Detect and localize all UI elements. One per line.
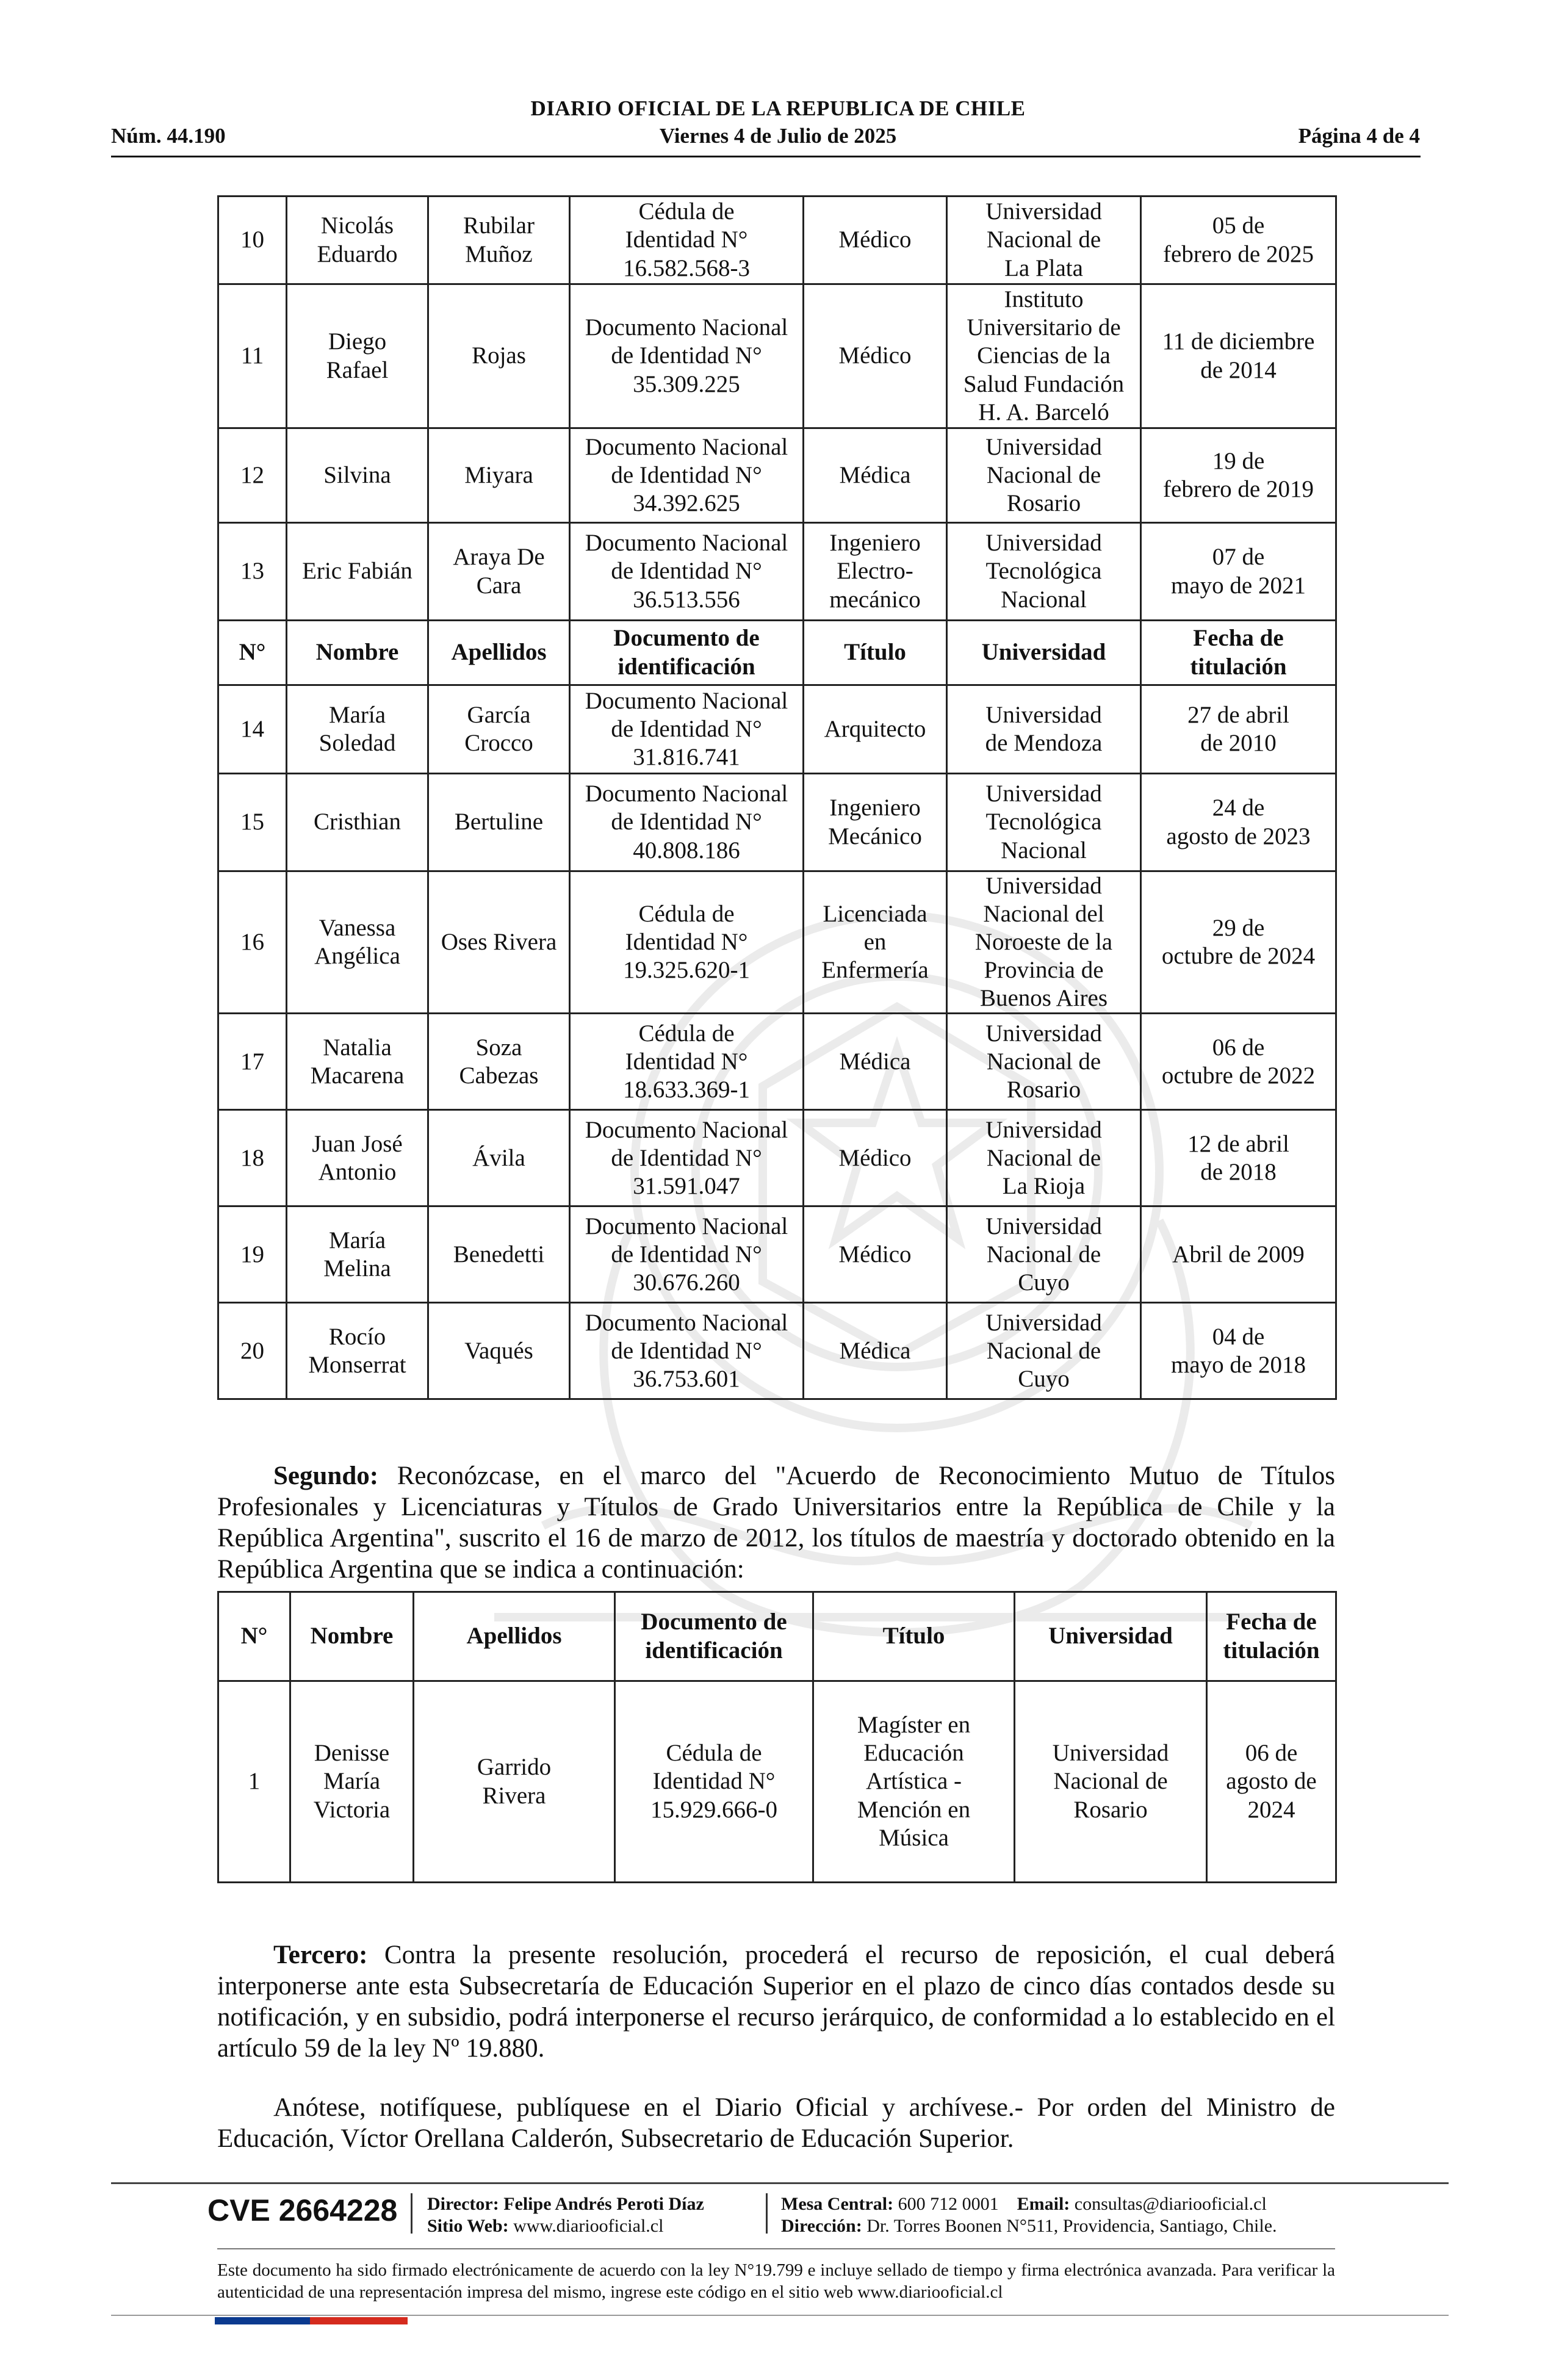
flag-stripe-blue — [215, 2317, 310, 2324]
degree-title-cell: Arquitecto — [804, 685, 947, 774]
university-cell: Instituto Universitario de Ciencias de la Salud Fundación H. A. Barceló — [947, 284, 1141, 428]
row-number: 1 — [218, 1681, 290, 1883]
id-document-cell: Cédula de Identidad N° 16.582.568-3 — [570, 197, 804, 284]
university-cell: Universidad Nacional de Cuyo — [947, 1206, 1141, 1303]
degree-title-cell: Médica — [804, 1014, 947, 1110]
id-document-cell: Documento Nacional de Identidad N° 40.808.186 — [570, 774, 804, 871]
id-document-cell: Documento Nacional de Identidad N° 34.392.625 — [570, 428, 804, 523]
table-row — [218, 428, 1336, 523]
email-link[interactable]: consultas@diariooficial.cl — [1074, 2194, 1267, 2214]
first-name-cell: Denisse María Victoria — [290, 1681, 414, 1883]
website-link[interactable]: www.diariooficial.cl — [513, 2216, 664, 2236]
degree-title-cell: Ingeniero Mecánico — [804, 774, 947, 871]
table-row — [218, 197, 1336, 284]
page-indicator: Página 4 de 4 — [1298, 124, 1420, 148]
footer-divider — [111, 2315, 1449, 2316]
column-header: Título — [804, 621, 947, 685]
table-row — [218, 1014, 1336, 1110]
first-name-cell: Eric Fabián — [287, 523, 428, 621]
column-header: Fecha de titulación — [1207, 1592, 1336, 1681]
university-cell: Universidad Nacional de La Rioja — [947, 1110, 1141, 1206]
graduation-date-cell: 04 de mayo de 2018 — [1141, 1303, 1336, 1399]
university-cell: Universidad Nacional de Rosario — [1015, 1681, 1207, 1883]
graduation-date-cell: 06 de agosto de 2024 — [1207, 1681, 1336, 1883]
university-cell: Universidad Nacional de Rosario — [947, 1014, 1141, 1110]
table-header-row — [218, 621, 1336, 685]
degree-title-cell: Ingeniero Electro- mecánico — [804, 523, 947, 621]
graduation-date-cell: Abril de 2009 — [1141, 1206, 1336, 1303]
phone-number: 600 712 0001 — [898, 2194, 999, 2214]
table-row — [218, 1206, 1336, 1303]
degree-title-cell: Magíster en Educación Artística - Mención en Música — [813, 1681, 1015, 1883]
last-name-cell: Ávila — [428, 1110, 570, 1206]
row-number: 11 — [218, 284, 287, 428]
table-row — [218, 1110, 1336, 1206]
last-name-cell: Benedetti — [428, 1206, 570, 1303]
last-name-cell: Miyara — [428, 428, 570, 523]
first-name-cell: Cristhian — [287, 774, 428, 871]
last-name-cell: Rojas — [428, 284, 570, 428]
issue-number: Núm. 44.190 — [111, 124, 226, 148]
first-name-cell: Juan José Antonio — [287, 1110, 428, 1206]
row-number: 12 — [218, 428, 287, 523]
contact-line: Mesa Central: 600 712 0001 Email: consultas@diariooficial.cl — [781, 2194, 1267, 2214]
id-document-cell: Cédula de Identidad N° 19.325.620-1 — [570, 871, 804, 1014]
first-name-cell: Nicolás Eduardo — [287, 197, 428, 284]
graduation-date-cell: 19 de febrero de 2019 — [1141, 428, 1336, 523]
closing-paragraph: Anótese, notifíquese, publíquese en el Diario Oficial y archívese.- Por orden del Ministro de Educación, Víctor Orellana Calderón, Subsecretario de Educación Superior. — [217, 2093, 1335, 2153]
last-name-cell: Rubilar Muñoz — [428, 197, 570, 284]
row-number: 17 — [218, 1014, 287, 1110]
university-cell: Universidad Tecnológica Nacional — [947, 774, 1141, 871]
first-name-cell: María Melina — [287, 1206, 428, 1303]
table-row — [218, 871, 1336, 1014]
first-name-cell: Diego Rafael — [287, 284, 428, 428]
table-row — [218, 1681, 1336, 1883]
degree-title-cell: Médico — [804, 197, 947, 284]
degree-title-cell: Médico — [804, 1206, 947, 1303]
row-number: 20 — [218, 1303, 287, 1399]
last-name-cell: Soza Cabezas — [428, 1014, 570, 1110]
column-header: Universidad — [1015, 1592, 1207, 1681]
id-document-cell: Documento Nacional de Identidad N° 31.816.741 — [570, 685, 804, 774]
first-name-cell: Silvina — [287, 428, 428, 523]
id-document-cell: Documento Nacional de Identidad N° 36.753.601 — [570, 1303, 804, 1399]
website-line: Sitio Web: www.diariooficial.cl — [427, 2216, 664, 2236]
segundo-paragraph — [217, 1460, 1335, 1585]
table-row — [218, 685, 1336, 774]
column-header: Nombre — [290, 1592, 414, 1681]
tercero-text: Contra la presente resolución, procederá el recurso de reposición, el cual deberá interponerse ante esta Subsecretaría de Educación Superior en el plazo de cinco días contados desde su notificación, y en subsidio, podrá interponerse el recurso jerárquico, de conformidad a lo establecido en el artículo 59 de la ley Nº 19.880. — [217, 1941, 1335, 2063]
first-name-cell: María Soledad — [287, 685, 428, 774]
graduation-date-cell: 06 de octubre de 2022 — [1141, 1014, 1336, 1110]
footer-divider — [217, 2248, 1335, 2249]
graduates-table — [217, 195, 1337, 1400]
id-document-cell: Documento Nacional de Identidad N° 30.676.260 — [570, 1206, 804, 1303]
segundo-label: Segundo: — [273, 1462, 379, 1490]
column-header: Universidad — [947, 621, 1141, 685]
row-number: 15 — [218, 774, 287, 871]
university-cell: Universidad Nacional del Noroeste de la Provincia de Buenos Aires — [947, 871, 1141, 1014]
footer-separator — [766, 2193, 768, 2234]
column-header: Nombre — [287, 621, 428, 685]
graduation-date-cell: 07 de mayo de 2021 — [1141, 523, 1336, 621]
degree-title-cell: Médico — [804, 1110, 947, 1206]
row-number: 13 — [218, 523, 287, 621]
legal-notice: Este documento ha sido firmado electrónicamente de acuerdo con la ley N°19.799 e incluye sellado de tiempo y firma electrónica avanzada. Para verificar la autenticidad de una representación impresa del mismo, ingrese este código en el sitio web www.diariooficial.cl — [217, 2260, 1335, 2302]
table-header-row — [218, 1592, 1336, 1681]
id-document-cell: Documento Nacional de Identidad N° 35.309.225 — [570, 284, 804, 428]
row-number: 14 — [218, 685, 287, 774]
id-document-cell: Documento Nacional de Identidad N° 36.513.556 — [570, 523, 804, 621]
university-cell: Universidad Nacional de Cuyo — [947, 1303, 1141, 1399]
segundo-text: Reconózcase, en el marco del "Acuerdo de Reconocimiento Mutuo de Títulos Profesionales y Licenciaturas y Títulos de Grado Universitarios entre la República de Chile y la República Argentina", suscrito el 16 de marzo de 2012, los títulos de maestría y doctorado obtenido en la República Argentina que se indica a continuación: — [217, 1462, 1335, 1584]
issue-date: Viernes 4 de Julio de 2025 — [659, 124, 897, 148]
graduation-date-cell: 27 de abril de 2010 — [1141, 685, 1336, 774]
column-header: N° — [218, 621, 287, 685]
header-divider — [111, 156, 1421, 157]
footer-separator — [411, 2193, 412, 2234]
last-name-cell: García Crocco — [428, 685, 570, 774]
university-cell: Universidad Nacional de Rosario — [947, 428, 1141, 523]
address-line: Dirección: Dr. Torres Boonen N°511, Providencia, Santiago, Chile. — [781, 2216, 1277, 2236]
table-row — [218, 774, 1336, 871]
last-name-cell: Garrido Rivera — [414, 1681, 615, 1883]
row-number: 10 — [218, 197, 287, 284]
last-name-cell: Araya De Cara — [428, 523, 570, 621]
tercero-label: Tercero: — [273, 1941, 368, 1969]
postgraduate-table — [217, 1591, 1337, 1883]
table-row — [218, 284, 1336, 428]
last-name-cell: Oses Rivera — [428, 871, 570, 1014]
first-name-cell: Natalia Macarena — [287, 1014, 428, 1110]
graduation-date-cell: 05 de febrero de 2025 — [1141, 197, 1336, 284]
column-header: Documento de identificación — [570, 621, 804, 685]
last-name-cell: Bertuline — [428, 774, 570, 871]
graduation-date-cell: 12 de abril de 2018 — [1141, 1110, 1336, 1206]
column-header: Apellidos — [414, 1592, 615, 1681]
graduation-date-cell: 24 de agosto de 2023 — [1141, 774, 1336, 871]
column-header: Documento de identificación — [615, 1592, 813, 1681]
director-name: Felipe Andrés Peroti Díaz — [503, 2194, 704, 2214]
footer-divider — [111, 2182, 1449, 2184]
graduation-date-cell: 11 de diciembre de 2014 — [1141, 284, 1336, 428]
university-cell: Universidad Nacional de La Plata — [947, 197, 1141, 284]
id-document-cell: Documento Nacional de Identidad N° 31.591.047 — [570, 1110, 804, 1206]
table-row — [218, 523, 1336, 621]
column-header: Título — [813, 1592, 1015, 1681]
column-header: Apellidos — [428, 621, 570, 685]
graduation-date-cell: 29 de octubre de 2024 — [1141, 871, 1336, 1014]
id-document-cell: Cédula de Identidad N° 18.633.369-1 — [570, 1014, 804, 1110]
director-line: Director: Felipe Andrés Peroti Díaz — [427, 2194, 704, 2214]
column-header: Fecha de titulación — [1141, 621, 1336, 685]
flag-stripe-red — [310, 2317, 408, 2324]
university-cell: Universidad Tecnológica Nacional — [947, 523, 1141, 621]
row-number: 16 — [218, 871, 287, 1014]
id-document-cell: Cédula de Identidad N° 15.929.666-0 — [615, 1681, 813, 1883]
newspaper-title: DIARIO OFICIAL DE LA REPUBLICA DE CHILE — [530, 96, 1026, 120]
first-name-cell: Vanessa Angélica — [287, 871, 428, 1014]
degree-title-cell: Médico — [804, 284, 947, 428]
university-cell: Universidad de Mendoza — [947, 685, 1141, 774]
table-row — [218, 1303, 1336, 1399]
degree-title-cell: Licenciada en Enfermería — [804, 871, 947, 1014]
column-header: N° — [218, 1592, 290, 1681]
last-name-cell: Vaqués — [428, 1303, 570, 1399]
row-number: 18 — [218, 1110, 287, 1206]
first-name-cell: Rocío Monserrat — [287, 1303, 428, 1399]
degree-title-cell: Médica — [804, 1303, 947, 1399]
degree-title-cell: Médica — [804, 428, 947, 523]
address-value: Dr. Torres Boonen N°511, Providencia, Santiago, Chile. — [866, 2216, 1277, 2236]
cve-code: CVE 2664228 — [207, 2193, 398, 2227]
row-number: 19 — [218, 1206, 287, 1303]
tercero-paragraph — [217, 1939, 1335, 2064]
